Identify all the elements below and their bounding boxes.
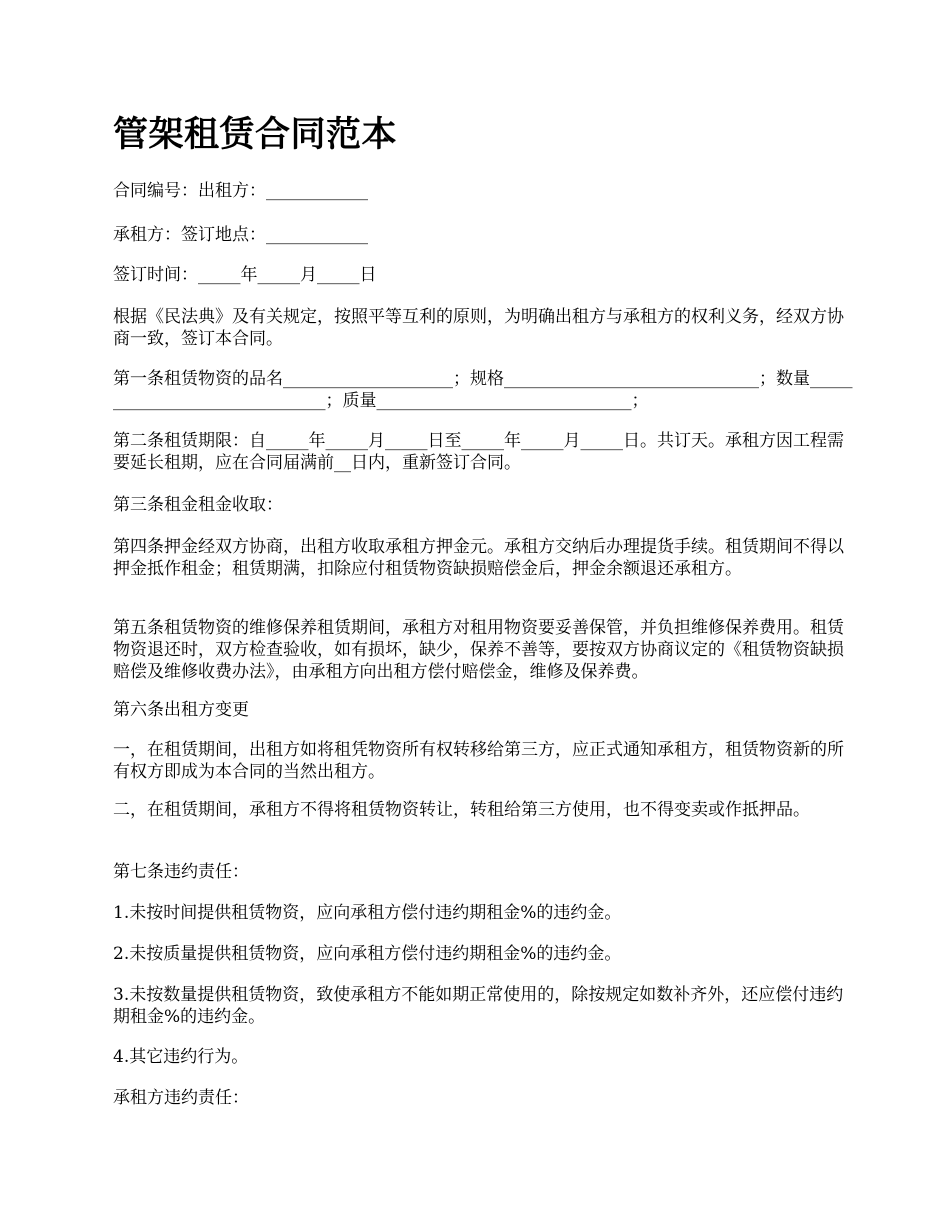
document-title: 管架租赁合同范本: [113, 114, 398, 155]
contract-number-line: 合同编号：出租方：____________: [113, 181, 368, 201]
article-6-clause-1: 一，在租赁期间，出租方如将租凭物资所有权转移给第三方，应正式通知承租方，租赁物资新的所有权方即成为本合同的当然出租方。: [113, 740, 844, 782]
preamble-paragraph: 根据《民法典》及有关规定，按照平等互利的原则，为明确出租方与承租方的权利义务，经双方协商一致，签订本合同。: [113, 307, 844, 349]
article-5-paragraph: 第五条租赁物资的维修保养租赁期间，承租方对租用物资要妥善保管，并负担维修保养费用。租赁物资退还时，双方检查验收，如有损坏，缺少，保养不善等，要按双方协商议定的《租赁物资缺损赔偿及维修收费办法》，由承租方向出租方偿付赔偿金，维修及保养费。: [113, 618, 844, 682]
breach-item-1: 1.未按时间提供租赁物资，应向承租方偿付违约期租金%的违约金。: [113, 903, 622, 923]
article-2-paragraph: 第二条租赁期限：自_____年_____月_____日至_____年_____月_____日。共订天。承租方因工程需要延长租期，应在合同届满前__日内，重新签订合同。: [113, 431, 844, 473]
lessee-place-line: 承租方：签订地点：____________: [113, 225, 368, 245]
article-6-heading: 第六条出租方变更: [113, 700, 249, 720]
breach-item-2: 2.未按质量提供租赁物资，应向承租方偿付违约期租金%的违约金。: [113, 944, 622, 964]
article-6-clause-2: 二，在租赁期间，承租方不得将租赁物资转让，转租给第三方使用，也不得变卖或作抵押品。: [113, 800, 810, 820]
article-1-paragraph: 第一条租赁物资的品名____________________；规格______________________________；数量______________________________；质量______________________________；: [113, 369, 853, 411]
article-4-paragraph: 第四条押金经双方协商，出租方收取承租方押金元。承租方交纳后办理提货手续。租赁期间不得以押金抵作租金；租赁期满，扣除应付租赁物资缺损赔偿金后，押金余额退还承租方。: [113, 537, 844, 579]
article-3-paragraph: 第三条租金租金收取：: [113, 495, 283, 515]
lessee-breach-heading: 承租方违约责任：: [113, 1088, 249, 1108]
article-7-heading: 第七条违约责任：: [113, 862, 249, 882]
breach-item-4: 4.其它违约行为。: [113, 1047, 249, 1067]
signing-date-line: 签订时间：_____年_____月_____日: [113, 265, 377, 285]
breach-item-3: 3.未按数量提供租赁物资，致使承租方不能如期正常使用的，除按规定如数补齐外，还应偿付违约期租金%的违约金。: [113, 985, 844, 1027]
